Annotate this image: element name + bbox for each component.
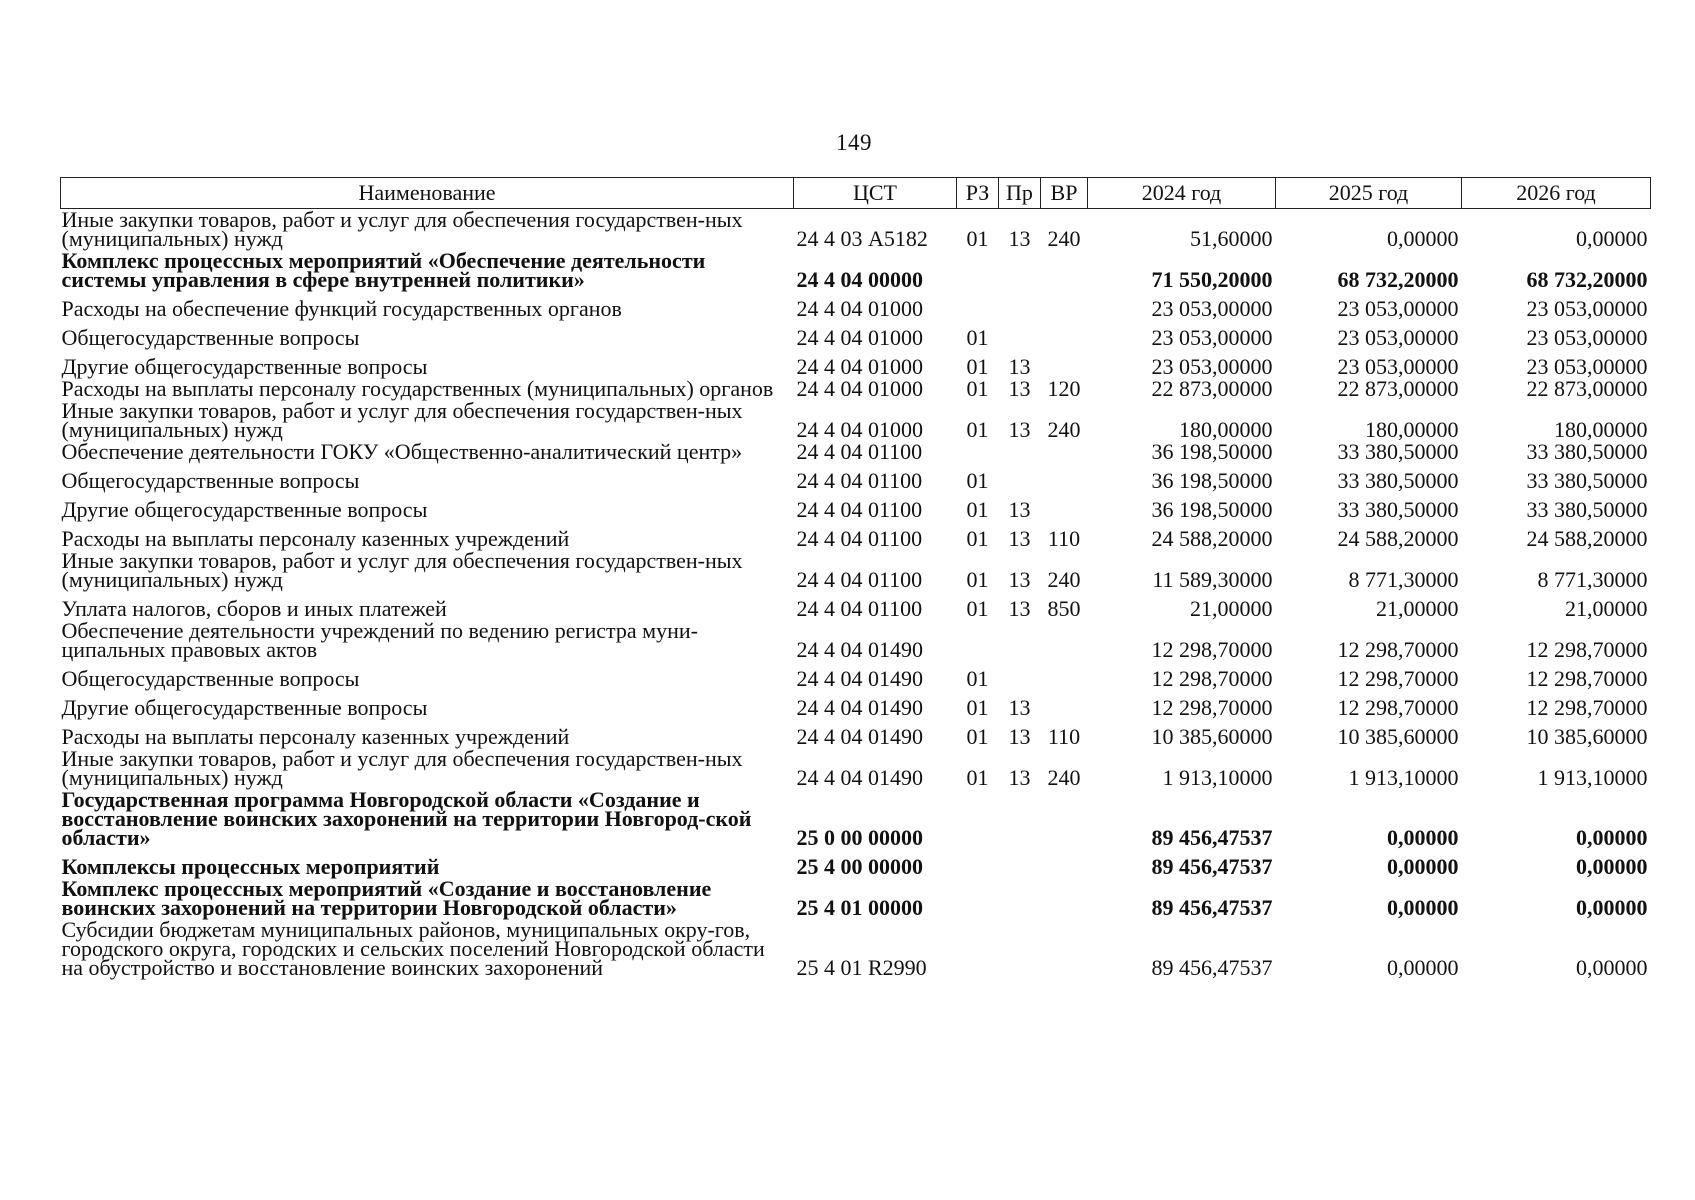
table-row <box>61 719 1651 748</box>
row-pr-cell <box>999 849 1041 878</box>
row-vr-cell: 240 <box>1047 417 1081 442</box>
budget-table <box>60 177 1651 979</box>
table-row <box>61 441 1651 463</box>
header-2025: 2025 год <box>1276 178 1462 209</box>
row-vr-cell <box>1041 878 1088 919</box>
row-name-cell: Иные закупки товаров, работ и услуг для обеспечения государствен-ных (муниципальных) нужд <box>61 548 743 592</box>
row-2024-cell: 51,60000 <box>1190 226 1273 251</box>
row-2024-cell: 36 198,50000 <box>1151 468 1273 493</box>
header-cst: ЦСТ <box>794 178 957 209</box>
table-row <box>61 349 1651 378</box>
row-2025-cell: 23 053,00000 <box>1337 325 1459 350</box>
table-row <box>61 378 1651 400</box>
row-rz-cell <box>957 919 999 979</box>
table-row <box>61 291 1651 320</box>
row-2025-cell: 1 913,10000 <box>1348 765 1459 790</box>
header-vr: ВР <box>1041 178 1088 209</box>
row-2024-cell: 89 456,47537 <box>1151 895 1273 920</box>
row-2024-cell: 89 456,47537 <box>1151 955 1273 980</box>
table-body <box>61 209 1651 980</box>
row-2026-cell: 8 771,30000 <box>1537 567 1648 592</box>
row-2026-cell: 0,00000 <box>1576 825 1648 850</box>
row-rz-cell: 01 <box>966 468 989 493</box>
row-cst-cell: 24 4 04 01000 <box>796 296 923 321</box>
row-pr-cell <box>999 441 1041 463</box>
row-2024-cell: 36 198,50000 <box>1151 439 1273 464</box>
row-rz-cell <box>957 441 999 463</box>
row-2024-cell: 23 053,00000 <box>1151 325 1273 350</box>
row-vr-cell: 850 <box>1047 596 1081 621</box>
row-2026-cell: 180,00000 <box>1554 417 1648 442</box>
row-2025-cell: 33 380,50000 <box>1337 468 1459 493</box>
row-2025-cell: 33 380,50000 <box>1337 497 1459 522</box>
table-row <box>61 591 1651 620</box>
row-rz-cell <box>957 849 999 878</box>
row-pr-cell: 13 <box>1008 497 1031 522</box>
row-pr-cell: 13 <box>1008 695 1031 720</box>
row-name-cell: Расходы на обеспечение функций государственных органов <box>61 296 622 321</box>
row-2025-cell: 33 380,50000 <box>1337 439 1459 464</box>
row-name-cell: Комплекс процессных мероприятий «Создание и восстановление воинских захоронений на территории Новгородской области» <box>61 876 712 920</box>
row-vr-cell: 240 <box>1047 567 1081 592</box>
row-2025-cell: 8 771,30000 <box>1348 567 1459 592</box>
header-rz: РЗ <box>957 178 999 209</box>
row-pr-cell <box>999 291 1041 320</box>
row-name-cell: Другие общегосударственные вопросы <box>61 497 428 522</box>
table-header-row <box>61 178 1651 209</box>
row-cst-cell: 24 4 04 01100 <box>796 596 923 621</box>
row-pr-cell <box>999 789 1041 849</box>
row-vr-cell: 240 <box>1047 765 1081 790</box>
row-rz-cell: 01 <box>966 695 989 720</box>
row-name-cell: Общегосударственные вопросы <box>61 325 360 350</box>
row-2026-cell: 1 913,10000 <box>1537 765 1648 790</box>
row-pr-cell <box>999 620 1041 661</box>
row-2024-cell: 89 456,47537 <box>1151 854 1273 879</box>
row-vr-cell <box>1041 620 1088 661</box>
row-name-cell: Расходы на выплаты персоналу государственных (муниципальных) органов <box>61 376 774 401</box>
row-vr-cell: 110 <box>1047 724 1081 749</box>
row-rz-cell: 01 <box>966 765 989 790</box>
row-pr-cell: 13 <box>1008 765 1031 790</box>
row-vr-cell <box>1041 789 1088 849</box>
row-2024-cell: 1 913,10000 <box>1162 765 1273 790</box>
row-rz-cell: 01 <box>966 325 989 350</box>
header-name: Наименование <box>61 178 794 209</box>
row-vr-cell: 240 <box>1047 226 1081 251</box>
row-vr-cell <box>1041 441 1088 463</box>
table-row <box>61 690 1651 719</box>
row-2025-cell: 0,00000 <box>1387 226 1459 251</box>
table-row <box>61 919 1651 979</box>
row-cst-cell: 24 4 04 01490 <box>796 666 923 691</box>
row-cst-cell: 24 4 04 01100 <box>796 497 923 522</box>
row-rz-cell: 01 <box>966 376 989 401</box>
row-pr-cell <box>999 320 1041 349</box>
row-vr-cell <box>1041 919 1088 979</box>
row-pr-cell <box>999 919 1041 979</box>
row-rz-cell <box>957 250 999 291</box>
row-rz-cell: 01 <box>966 497 989 522</box>
row-vr-cell <box>1041 492 1088 521</box>
row-rz-cell: 01 <box>966 354 989 379</box>
row-rz-cell <box>957 620 999 661</box>
table-row <box>61 748 1651 789</box>
row-name-cell: Иные закупки товаров, работ и услуг для обеспечения государствен-ных (муниципальных) нужд <box>61 746 743 790</box>
row-2024-cell: 89 456,47537 <box>1151 825 1273 850</box>
row-2026-cell: 24 588,20000 <box>1526 526 1648 551</box>
row-pr-cell <box>999 250 1041 291</box>
row-name-cell: Государственная программа Новгородской области «Создание и восстановление воинских захоронений на территории Новгород-ской области» <box>61 787 752 850</box>
row-2026-cell: 0,00000 <box>1576 895 1648 920</box>
row-2024-cell: 12 298,70000 <box>1151 695 1273 720</box>
row-cst-cell: 25 4 01 00000 <box>796 895 923 920</box>
row-2025-cell: 12 298,70000 <box>1337 637 1459 662</box>
row-2026-cell: 0,00000 <box>1576 226 1648 251</box>
row-2026-cell: 68 732,20000 <box>1526 267 1648 292</box>
row-pr-cell <box>999 463 1041 492</box>
row-2026-cell: 12 298,70000 <box>1526 666 1648 691</box>
row-2025-cell: 68 732,20000 <box>1337 267 1459 292</box>
row-name-cell: Обеспечение деятельности ГОКУ «Общественно-аналитический центр» <box>61 439 743 464</box>
row-2025-cell: 0,00000 <box>1387 955 1459 980</box>
row-cst-cell: 24 4 04 00000 <box>796 267 923 292</box>
row-pr-cell: 13 <box>1008 417 1031 442</box>
row-name-cell: Иные закупки товаров, работ и услуг для обеспечения государствен-ных (муниципальных) нужд <box>61 398 743 442</box>
table-row <box>61 550 1651 591</box>
row-name-cell: Другие общегосударственные вопросы <box>61 695 428 720</box>
row-2024-cell: 23 053,00000 <box>1151 354 1273 379</box>
row-rz-cell: 01 <box>966 226 989 251</box>
row-2026-cell: 23 053,00000 <box>1526 325 1648 350</box>
row-vr-cell <box>1041 291 1088 320</box>
row-rz-cell: 01 <box>966 526 989 551</box>
table-row <box>61 521 1651 550</box>
row-2025-cell: 0,00000 <box>1387 895 1459 920</box>
row-name-cell: Расходы на выплаты персоналу казенных учреждений <box>61 526 570 551</box>
row-2025-cell: 180,00000 <box>1365 417 1459 442</box>
table-row <box>61 849 1651 878</box>
row-name-cell: Иные закупки товаров, работ и услуг для обеспечения государствен-ных (муниципальных) нужд <box>61 207 743 251</box>
row-cst-cell: 24 4 04 01100 <box>796 439 923 464</box>
table-row <box>61 320 1651 349</box>
table-row <box>61 789 1651 849</box>
row-2025-cell: 0,00000 <box>1387 854 1459 879</box>
row-2024-cell: 36 198,50000 <box>1151 497 1273 522</box>
row-2026-cell: 33 380,50000 <box>1526 497 1648 522</box>
row-2025-cell: 23 053,00000 <box>1337 296 1459 321</box>
table-row <box>61 661 1651 690</box>
row-2025-cell: 0,00000 <box>1387 825 1459 850</box>
row-pr-cell: 13 <box>1008 526 1031 551</box>
row-vr-cell <box>1041 463 1088 492</box>
row-cst-cell: 24 4 04 01100 <box>796 468 923 493</box>
row-vr-cell: 110 <box>1047 526 1081 551</box>
row-2025-cell: 23 053,00000 <box>1337 354 1459 379</box>
row-cst-cell: 24 4 04 01000 <box>796 376 923 401</box>
row-2025-cell: 21,00000 <box>1376 596 1459 621</box>
row-2026-cell: 0,00000 <box>1576 854 1648 879</box>
row-2026-cell: 21,00000 <box>1565 596 1648 621</box>
table-row <box>61 463 1651 492</box>
row-cst-cell: 24 4 04 01490 <box>796 637 923 662</box>
row-2026-cell: 12 298,70000 <box>1526 637 1648 662</box>
row-pr-cell: 13 <box>1008 596 1031 621</box>
row-2025-cell: 12 298,70000 <box>1337 695 1459 720</box>
row-2025-cell: 22 873,00000 <box>1337 376 1459 401</box>
table-row <box>61 400 1651 441</box>
row-2024-cell: 11 589,30000 <box>1152 567 1273 592</box>
table-row <box>61 492 1651 521</box>
row-rz-cell: 01 <box>966 567 989 592</box>
row-cst-cell: 24 4 04 01490 <box>796 765 923 790</box>
row-2026-cell: 0,00000 <box>1576 955 1648 980</box>
row-pr-cell: 13 <box>1008 226 1031 251</box>
row-pr-cell <box>999 661 1041 690</box>
row-name-cell: Комплекс процессных мероприятий «Обеспечение деятельности системы управления в сфере внутренней политики» <box>61 248 706 292</box>
row-rz-cell: 01 <box>966 724 989 749</box>
row-2024-cell: 12 298,70000 <box>1151 666 1273 691</box>
row-rz-cell: 01 <box>966 596 989 621</box>
row-vr-cell <box>1041 661 1088 690</box>
row-2026-cell: 22 873,00000 <box>1526 376 1648 401</box>
row-cst-cell: 24 4 04 01000 <box>796 417 923 442</box>
row-2025-cell: 24 588,20000 <box>1337 526 1459 551</box>
row-cst-cell: 24 4 04 01000 <box>796 325 923 350</box>
row-2024-cell: 22 873,00000 <box>1151 376 1273 401</box>
row-vr-cell <box>1041 849 1088 878</box>
header-pr: Пр <box>999 178 1041 209</box>
table-row <box>61 620 1651 661</box>
table-row <box>61 250 1651 291</box>
row-rz-cell: 01 <box>966 417 989 442</box>
row-rz-cell <box>957 291 999 320</box>
header-2024: 2024 год <box>1088 178 1276 209</box>
row-cst-cell: 24 4 04 01490 <box>796 724 923 749</box>
row-2024-cell: 24 588,20000 <box>1151 526 1273 551</box>
row-rz-cell <box>957 789 999 849</box>
row-2025-cell: 10 385,60000 <box>1337 724 1459 749</box>
row-rz-cell: 01 <box>966 666 989 691</box>
row-name-cell: Комплексы процессных мероприятий <box>61 854 440 879</box>
row-2024-cell: 21,00000 <box>1190 596 1273 621</box>
row-2024-cell: 180,00000 <box>1179 417 1273 442</box>
row-2024-cell: 23 053,00000 <box>1151 296 1273 321</box>
row-2024-cell: 71 550,20000 <box>1151 267 1273 292</box>
row-pr-cell <box>999 878 1041 919</box>
row-name-cell: Общегосударственные вопросы <box>61 666 360 691</box>
row-cst-cell: 24 4 04 01000 <box>796 354 923 379</box>
row-vr-cell <box>1041 690 1088 719</box>
row-2024-cell: 12 298,70000 <box>1151 637 1273 662</box>
row-2025-cell: 12 298,70000 <box>1337 666 1459 691</box>
row-name-cell: Обеспечение деятельности учреждений по ведению регистра муни-ципальных правовых актов <box>61 618 698 662</box>
row-name-cell: Общегосударственные вопросы <box>61 468 360 493</box>
table-row <box>61 878 1651 919</box>
row-pr-cell: 13 <box>1008 376 1031 401</box>
row-name-cell: Уплата налогов, сборов и иных платежей <box>61 596 447 621</box>
row-vr-cell <box>1041 320 1088 349</box>
page-number: 149 <box>836 130 872 155</box>
row-name-cell: Субсидии бюджетам муниципальных районов, муниципальных окру-гов, городского округа, городских и сельских поселений Новгородской области на обустройство и восстановление воинских захоронений <box>61 917 765 980</box>
row-2026-cell: 23 053,00000 <box>1526 354 1648 379</box>
row-2024-cell: 10 385,60000 <box>1151 724 1273 749</box>
row-2026-cell: 33 380,50000 <box>1526 439 1648 464</box>
row-vr-cell <box>1041 349 1088 378</box>
header-2026: 2026 год <box>1462 178 1651 209</box>
row-cst-cell: 25 4 00 00000 <box>796 854 923 879</box>
row-pr-cell: 13 <box>1008 724 1031 749</box>
row-rz-cell <box>957 878 999 919</box>
row-2026-cell: 12 298,70000 <box>1526 695 1648 720</box>
row-2026-cell: 33 380,50000 <box>1526 468 1648 493</box>
row-2026-cell: 10 385,60000 <box>1526 724 1648 749</box>
row-name-cell: Другие общегосударственные вопросы <box>61 354 428 379</box>
row-cst-cell: 24 4 04 01100 <box>796 567 923 592</box>
table-row <box>61 209 1651 251</box>
row-cst-cell: 25 0 00 00000 <box>796 825 923 850</box>
row-2026-cell: 23 053,00000 <box>1526 296 1648 321</box>
row-pr-cell: 13 <box>1008 567 1031 592</box>
row-cst-cell: 24 4 04 01100 <box>796 526 923 551</box>
row-vr-cell <box>1041 250 1088 291</box>
row-cst-cell: 24 4 03 А5182 <box>796 226 928 251</box>
row-cst-cell: 25 4 01 R2990 <box>796 955 927 980</box>
row-vr-cell: 120 <box>1047 376 1081 401</box>
row-name-cell: Расходы на выплаты персоналу казенных учреждений <box>61 724 570 749</box>
row-pr-cell: 13 <box>1008 354 1031 379</box>
row-cst-cell: 24 4 04 01490 <box>796 695 923 720</box>
